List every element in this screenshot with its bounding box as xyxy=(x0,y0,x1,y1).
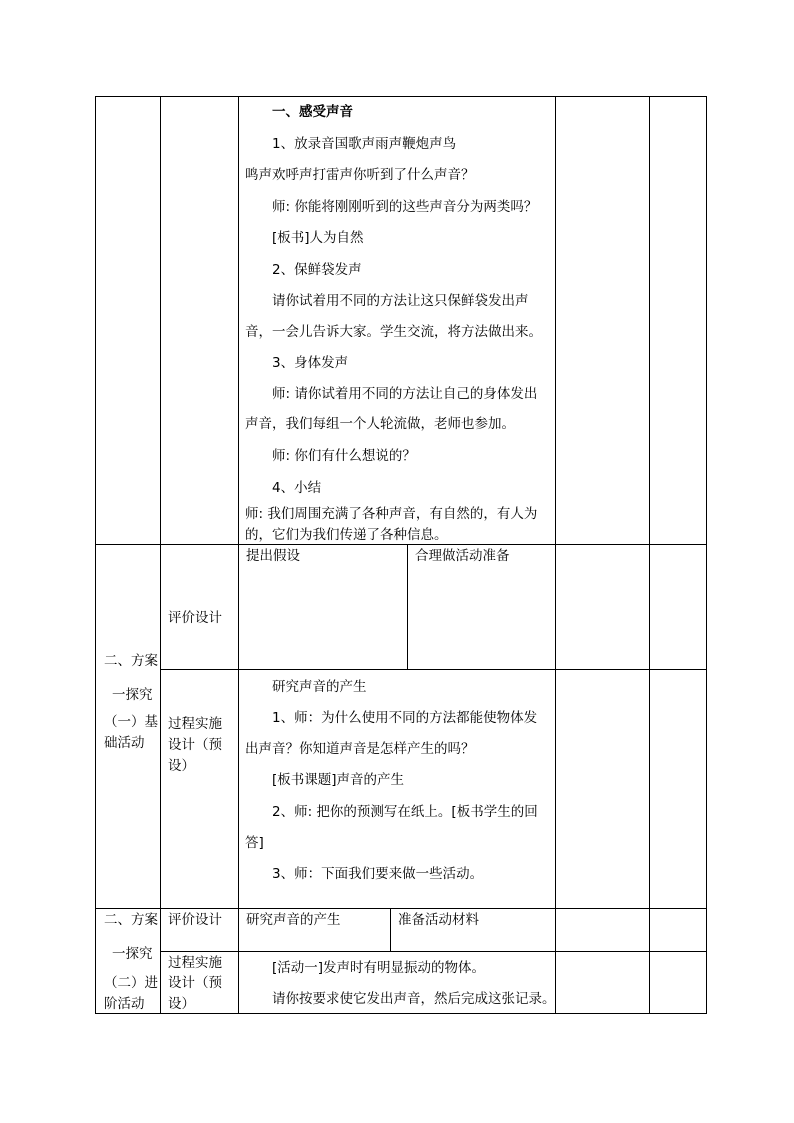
process-label: 设） xyxy=(168,758,195,774)
content-line: 的，它们为我们传递了各种信息。 xyxy=(245,527,448,543)
process-line: 研究声音的产生 xyxy=(272,679,367,695)
col-divider-3 xyxy=(555,96,556,1014)
content-line: 鸣声欢呼声打雷声你听到了什么声音？ xyxy=(245,167,475,183)
content-line: 音，一会儿告诉大家。学生交流，将方法做出来。 xyxy=(245,324,542,340)
process-line: 2、师: 把你的预测写在纸上。[板书学生的回 xyxy=(272,804,538,820)
content-line: [板书]人为自然 xyxy=(272,230,364,246)
eval-research: 研究声音的产生 xyxy=(246,912,341,928)
col-divider-4 xyxy=(649,96,650,1014)
eval-preparation: 合理做活动准备 xyxy=(415,548,510,564)
process-label: 设计（预 xyxy=(168,975,222,991)
eval-hypothesis: 提出假设 xyxy=(246,548,300,564)
content-line: 2、保鲜袋发声 xyxy=(272,262,362,278)
process-line: 答] xyxy=(245,835,264,851)
eval-design-label: 评价设计 xyxy=(168,912,222,928)
row-divider-1 xyxy=(95,544,707,545)
col-divider-2 xyxy=(238,96,239,1014)
table-border-top xyxy=(95,96,707,97)
process-line: [板书课题]声音的产生 xyxy=(272,772,405,788)
process-line: 出声音？你知道声音是怎样产生的吗？ xyxy=(245,741,475,757)
eval-design-label: 评价设计 xyxy=(168,610,222,626)
content-line: 师: 请你试着用不同的方法让自己的身体发出 xyxy=(272,386,538,402)
process-line: 3、师：下面我们要来做一些活动。 xyxy=(272,866,484,882)
content-line: 师: 你们有什么想说的？ xyxy=(272,448,416,464)
col-divider-1 xyxy=(160,96,161,1014)
section-heading: 一、感受声音 xyxy=(272,104,353,120)
stage-label: 一探究 xyxy=(112,687,153,703)
stage-label: 二、方案 xyxy=(104,653,158,669)
content-line: 4、小结 xyxy=(272,480,322,496)
content-line: 师: 我们周围充满了各种声音，有自然的，有人为 xyxy=(245,506,538,522)
process-label: 设） xyxy=(168,996,195,1012)
content-line: 1、放录音国歌声雨声鞭炮声鸟 xyxy=(272,136,457,152)
content-line: 师: 你能将刚刚听到的这些声音分为两类吗？ xyxy=(272,199,538,215)
row-divider-4 xyxy=(160,951,707,952)
stage-label: （一）基 xyxy=(104,714,158,730)
content-line: 声音，我们每组一个人轮流做，老师也参加。 xyxy=(245,416,515,432)
content-line: 请你试着用不同的方法让这只保鲜袋发出声 xyxy=(272,293,529,309)
stage-label: 阶活动 xyxy=(104,996,145,1012)
content-line: 3、身体发声 xyxy=(272,355,349,371)
process-line: [活动一]发声时有明显振动的物体。 xyxy=(272,960,486,976)
eval-split-1 xyxy=(407,544,408,670)
table-border-right xyxy=(706,96,707,1014)
row-divider-3 xyxy=(95,908,707,909)
stage-label: 础活动 xyxy=(104,735,145,751)
process-line: 1、师：为什么使用不同的方法都能使物体发 xyxy=(272,710,538,726)
stage-label: （二）进 xyxy=(104,975,158,991)
stage-label: 二、方案 xyxy=(104,912,158,928)
eval-materials: 准备活动材料 xyxy=(398,912,479,928)
process-label: 设计（预 xyxy=(168,737,222,753)
process-line: 请你按要求使它发出声音，然后完成这张记录。 xyxy=(272,991,556,1007)
row-divider-2 xyxy=(160,669,707,670)
process-label: 过程实施 xyxy=(168,955,222,971)
process-label: 过程实施 xyxy=(168,716,222,732)
stage-label: 一探究 xyxy=(112,946,153,962)
eval-split-2 xyxy=(390,908,391,952)
table-border-left xyxy=(95,96,96,1014)
table-border-bottom xyxy=(95,1013,707,1014)
